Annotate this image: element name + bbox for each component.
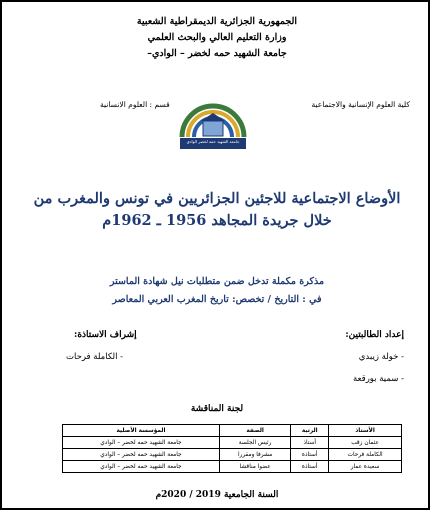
table-row <box>63 437 402 449</box>
header-role: الصفة <box>219 425 290 437</box>
professor-rank: أستاذ <box>291 437 329 449</box>
university-name: جامعة الشهيد حمه لخضر – الوادي– <box>147 48 287 59</box>
professor-rank: أستاذة <box>291 449 329 461</box>
professor-name: سعيدة عمار <box>329 461 402 473</box>
student-name-1: - خولة زيبدي <box>358 352 404 362</box>
republic-name: الجمهورية الجزائرية الديمقراطية الشعبية <box>136 16 298 27</box>
thesis-title-line-2: خلال جريدة المجاهد 1956 ـ 1962م <box>102 212 332 229</box>
thesis-title-line-1: الأوضاع الاجتماعية للاجئين الجزائريين في تونس والمغرب من <box>33 190 401 207</box>
header-professor: الأستاذ <box>329 425 402 437</box>
department-name: قسم : العلوم الانسانية <box>100 100 170 109</box>
table-row <box>63 461 402 473</box>
students-label: إعداد الطالبتين: <box>345 330 404 340</box>
professor-name: عثمان زقب <box>329 437 402 449</box>
home-institution: جامعة الشهيد حمه لخضر – الوادي <box>63 437 220 449</box>
home-institution: جامعة الشهيد حمه لخضر – الوادي <box>63 461 220 473</box>
committee-role: مشرفا ومقررا <box>219 449 290 461</box>
university-logo <box>176 97 250 155</box>
supervisor-name: - الكاملة فرحات <box>66 352 124 362</box>
committee-role: عضوا مناقشا <box>219 461 290 473</box>
header-institution: المؤسسة الأصلية <box>63 425 220 437</box>
professor-rank: أستاذة <box>291 461 329 473</box>
student-name-2: - سمية بورقعة <box>352 374 404 384</box>
logo-caption: جامعة الشهيد حمه لخضر الوادي <box>186 139 240 144</box>
committee-table <box>62 424 402 473</box>
professor-name: الكاملة فرحات <box>329 449 402 461</box>
faculty-name: كلية العلوم الإنسانية والاجتماعية <box>311 100 410 109</box>
committee-title: لجنة المناقشة <box>190 404 244 414</box>
memo-description: مذكرة مكملة تدخل ضمن متطلبات نيل شهادة الماستر <box>109 276 325 287</box>
table-row <box>63 449 402 461</box>
committee-role: رئيس الجلسة <box>219 437 290 449</box>
academic-year: السنة الجامعية 2019 / 2020م <box>155 490 279 500</box>
home-institution: جامعة الشهيد حمه لخضر – الوادي <box>63 449 220 461</box>
ministry-name: وزارة التعليم العالي والبحث العلمي <box>147 32 287 43</box>
header-rank: الرتبة <box>291 425 329 437</box>
committee-header-row <box>63 425 402 437</box>
specialization: في : التاريخ / تخصص: تاريخ المغرب العربي المعاصر <box>112 294 322 305</box>
supervisor-label: إشراف الاستاذة: <box>74 330 137 340</box>
